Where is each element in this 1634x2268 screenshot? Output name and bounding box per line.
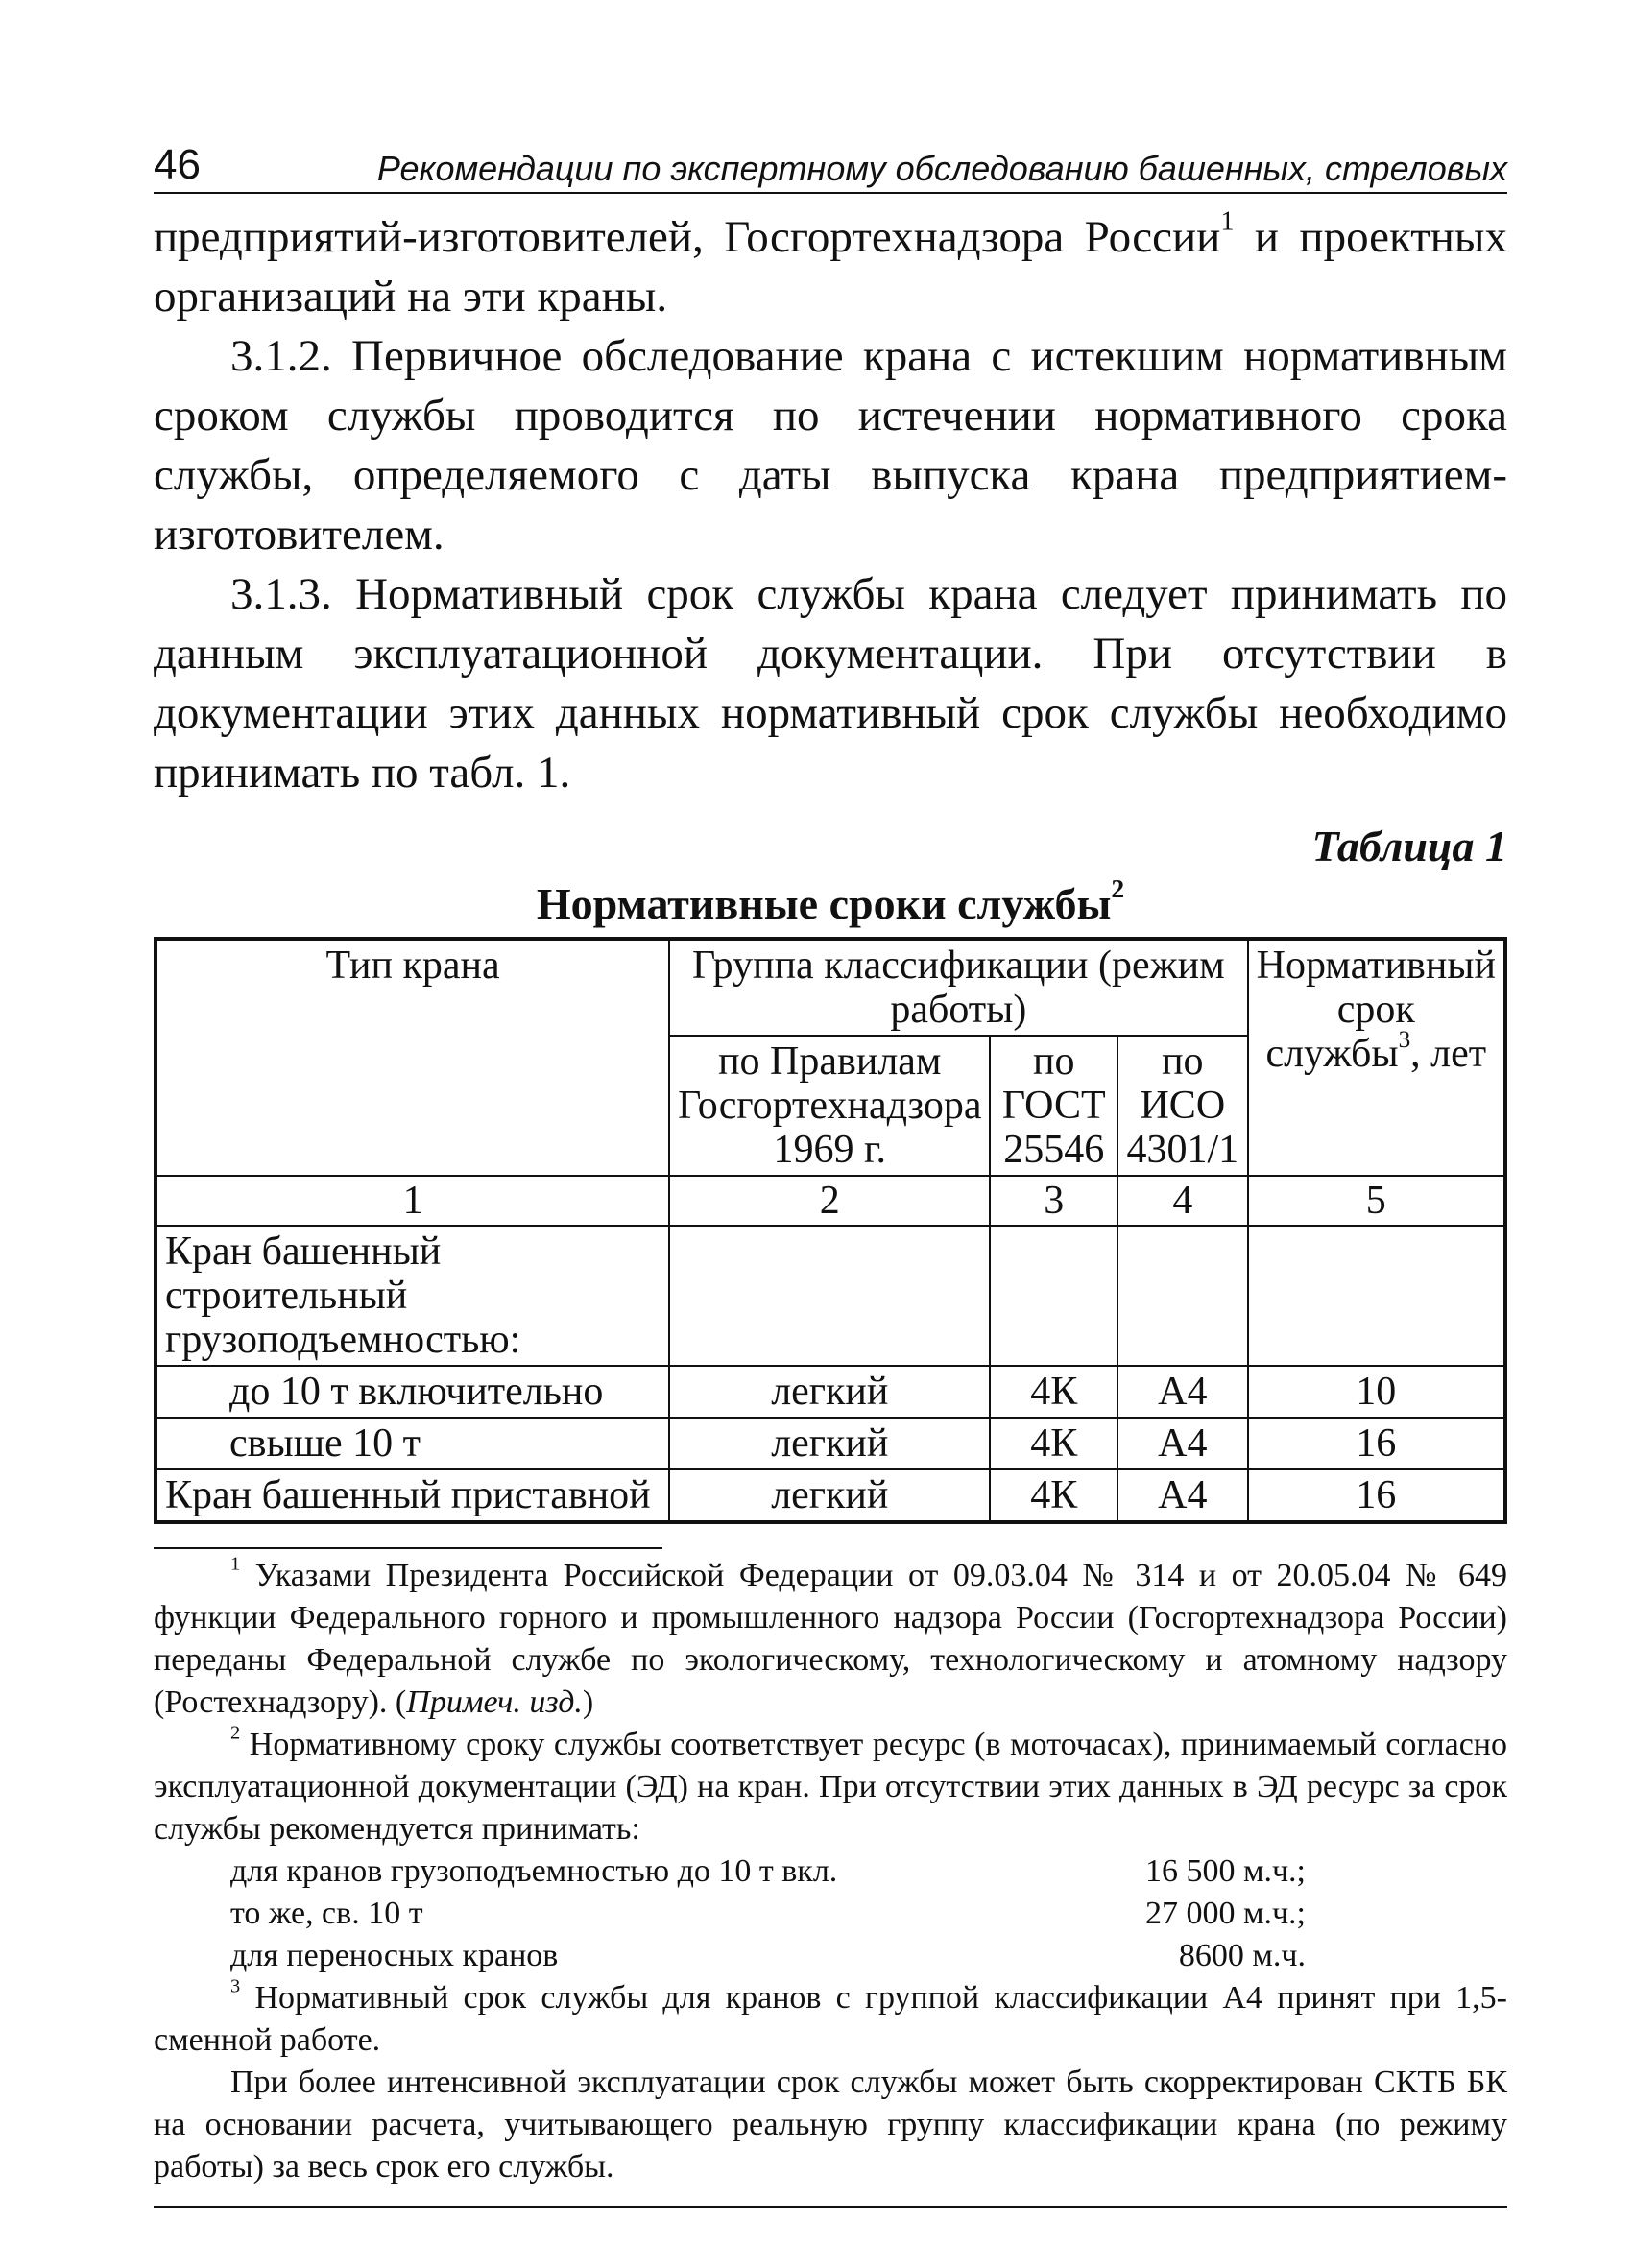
column-number: 4 (1117, 1176, 1248, 1226)
page-number: 46 (154, 141, 201, 188)
paragraph-3-1-3: 3.1.3. Нормативный срок службы крана следует принимать по данным эксплуатационной документации. При отсутствии в документации этих данных нормативный срок службы необходимо принимать по табл. 1. (154, 569, 1507, 798)
column-number: 2 (669, 1176, 990, 1226)
footnotes (154, 1555, 1507, 2188)
service-life-table (154, 937, 1507, 1524)
header-rules-1969: по Правилам Госгортехнадзора 1969 г. (669, 1036, 990, 1176)
footnote-3: $^3$ Нормативный срок службы для кранов с группой классификации А4 принят при 1,5-сменной работе. (154, 1975, 1507, 2058)
table-title: Нормативные сроки службы$^2$ (536, 872, 1125, 928)
header-gost: по ГОСТ 25546 (990, 1036, 1117, 1176)
footnote-final-paragraph: При более интенсивной эксплуатации срок службы может быть скорректирован СКТБ БК на основании расчета, учитывающего реальную группу классификации крана (по режиму работы) за весь срок его службы. (154, 2065, 1507, 2184)
paragraph-3-1-2: 3.1.2. Первичное обследование крана с истекшим нормативным сроком службы проводится по истечении нормативного срока службы, определяемого с даты выпуска крана предприятием-изготовителем. (154, 331, 1507, 560)
resource-row: для переносных кранов 8600 м.ч. (230, 1938, 1306, 1973)
running-title: Рекомендации по экспертному обследованию башенных, стреловых (376, 149, 1507, 188)
group-row-label: Кран башенный строительный грузоподъемностью: (156, 1226, 669, 1366)
resource-row: для кранов грузоподъемностью до 10 т вкл. 16 500 м.ч.; (230, 1853, 1306, 1889)
footnote-1: $^1$ Указами Президента Российской Федерации от 09.03.04 № 314 и от 20.05.04 № 649 функции Федерального горного и промышленного надзора России (Госгортехнадзора России) переданы Федеральной службе по экологическому, технологическому и атомному надзору (Ростехнадзору). (Примеч. изд.) (154, 1553, 1507, 1720)
footnote-2: $^2$ Нормативному сроку службы соответствует ресурс (в моточасах), принимаемый согласно эксплуатационной документации (ЭД) на кран. При отсутствии этих данных в ЭД ресурс за срок службы рекомендуется принимать: (154, 1722, 1507, 1847)
table-label: Таблица 1 (1311, 822, 1507, 871)
column-number: 5 (1248, 1176, 1505, 1226)
resource-row: то же, св. 10 т 27 000 м.ч.; (230, 1896, 1306, 1931)
header-group: Группа классификации (режим работы) (669, 939, 1247, 1036)
table-group-row (156, 1226, 1505, 1366)
body-text (154, 207, 1507, 802)
table-header-row (156, 939, 1505, 1036)
page (154, 141, 1507, 2208)
page-header (154, 141, 1507, 194)
column-number-row (156, 1176, 1505, 1226)
header-crane-type: Тип крана (156, 939, 669, 1176)
column-number: 3 (990, 1176, 1117, 1226)
table-row: до 10 т включительно легкий 4К А4 10 (156, 1366, 1505, 1418)
header-service-life: Нормативный срок службы$^3$, лет (1248, 939, 1505, 1176)
footnote-ref-1: 1 (1220, 206, 1235, 237)
paragraph-continuation: предприятий-изготовителей, Госгортехнадзора России$^1$ и проектных организаций на эти краны. (154, 206, 1507, 322)
footnote-separator (154, 1547, 662, 1549)
header-iso: по ИСО 4301/1 (1117, 1036, 1248, 1176)
footnote-ref-2: 2 (1111, 872, 1125, 903)
bottom-rule (154, 2206, 1507, 2208)
table-row: свыше 10 т легкий 4К А4 16 (156, 1418, 1505, 1469)
table-row: Кран башенный приставной легкий 4К А4 16 (156, 1469, 1505, 1522)
column-number: 1 (156, 1176, 669, 1226)
